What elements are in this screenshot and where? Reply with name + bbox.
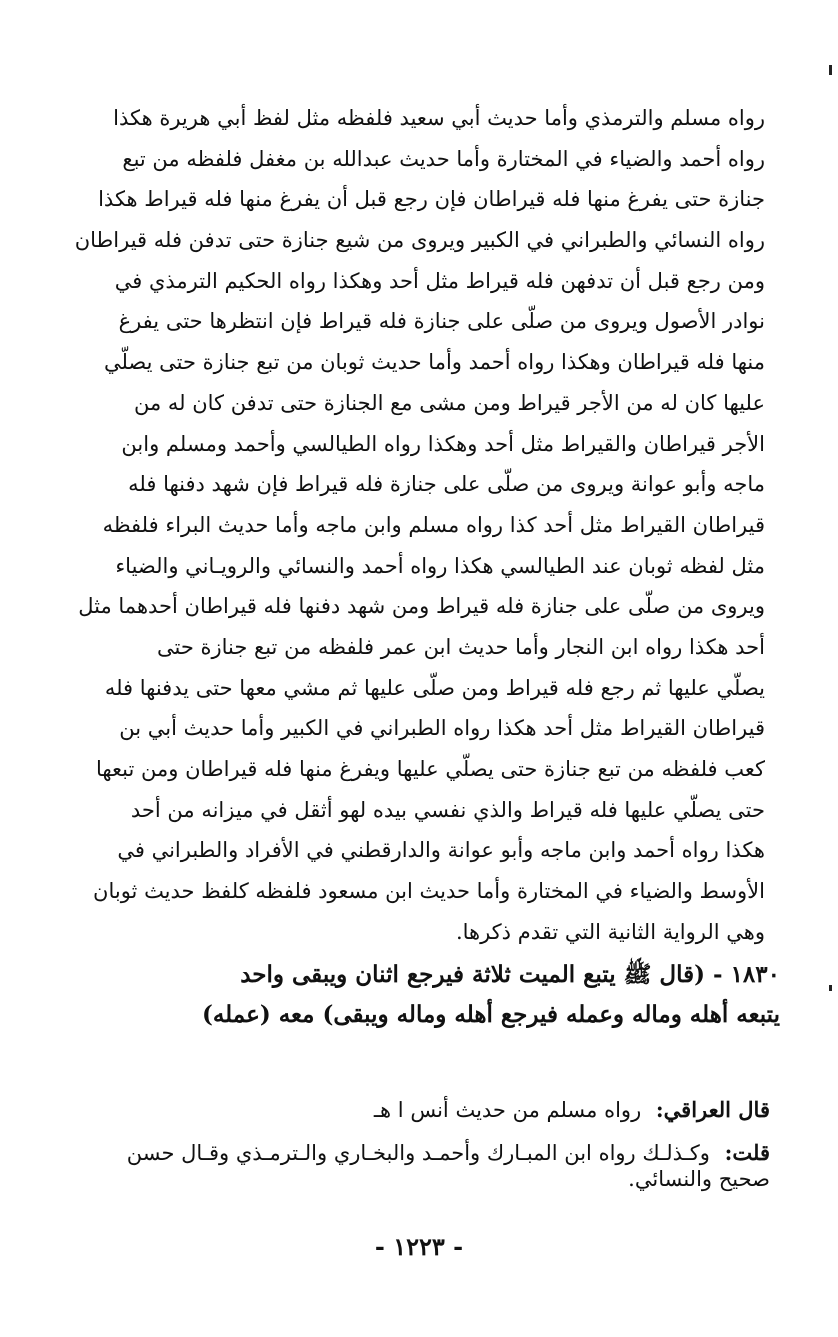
text-line: وهي الرواية الثانية التي تقدم ذكرها. (455, 919, 765, 944)
text-line: الأوسط والضياء في المختارة وأما حديث ابن مسعود فلفظه كلفظ حديث ثوبان (93, 879, 765, 904)
text-line: رواه أحمد والضياء في المختارة وأما حديث عبدالله بن مغفل فلفظه من تبع (122, 146, 765, 171)
text-line: نوادر الأصول ويروى من صلّى على جنازة فله قيراط فإن انتظرها حتى يفرغ (118, 309, 765, 334)
text-line: ويروى من صلّى على جنازة فله قيراط ومن شهد دفنها فله قيراطان أحدهما مثل (78, 594, 765, 619)
iraqi-note (80, 1090, 770, 1130)
text-line: عليها كان له من الأجر قيراط ومن مشى مع الجنازة حتى تدفن كان له من (133, 390, 765, 415)
text-line: قيراطان القيراط مثل أحد كذا رواه مسلم وابن ماجه وأما حديث البراء فلفظه (102, 512, 765, 537)
text-line: حتى يصلّي عليها فله قيراط والذي نفسي بيده لهو أثقل في ميزانه من أحد (130, 797, 765, 822)
text-line: هكذا رواه أحمد وابن ماجه وأبو عوانة والدارقطني في الأفراد والطبراني في (117, 838, 765, 863)
iraqi-text: رواه مسلم من حديث أنس ا هـ (373, 1098, 642, 1122)
text-line: أحد هكذا رواه ابن النجار وأما حديث ابن عمر فلفظه من تبع جنازة حتى (157, 634, 765, 659)
qultu-note (80, 1140, 770, 1191)
text-line: الأجر قيراطان والقيراط مثل أحد وهكذا رواه الطيالسي وأحمد ومسلم وابن (121, 431, 765, 456)
qultu-text-continued: صحيح والنسائي. (628, 1167, 770, 1191)
text-line: منها فله قيراطان وهكذا رواه أحمد وأما حديث ثوبان من تبع جنازة حتى يصلّي (103, 350, 765, 375)
text-line: ومن رجع قبل أن تدفهن فله قيراط مثل أحد وهكذا رواه الحكيم الترمذي في (114, 268, 765, 293)
text-line: كعب فلفظه من تبع جنازة حتى يصلّي عليها ويفرغ منها فله قيراطان ومن تبعها (95, 757, 765, 781)
page-number: - ١٢٢٣ - (374, 1232, 464, 1261)
margin-mark (829, 65, 832, 75)
text-line: يصلّي عليها ثم رجع فله قيراط ومن صلّى عليها ثم مشي معها حتى يدفنها فله (104, 675, 765, 700)
text-line: رواه مسلم والترمذي وأما حديث أبي سعيد فلفظه مثل لفظ أبي هريرة هكذا (113, 106, 765, 130)
text-line: جنازة حتى يفرغ منها فله قيراطان فإن رجع قبل أن يفرغ منها فله قيراط هكذا (98, 187, 765, 212)
qultu-label: قلت: (724, 1140, 770, 1165)
margin-mark (829, 985, 832, 991)
qultu-text: وكـذلـك رواه ابن المبـارك وأحمـد والبخـاري والـترمـذي وقـال حسن (126, 1141, 710, 1165)
text-line: رواه النسائي والطبراني في الكبير ويروى من شيع جنازة حتى تدفن فله قيراطان (74, 228, 765, 253)
iraqi-label: قال العراقي: (655, 1097, 770, 1122)
hadith-line: يتبعه أهله وماله وعمله فيرجع أهله وماله ويبقى) معه (عمله) (201, 1001, 780, 1028)
text-line: قيراطان القيراط مثل أحد هكذا رواه الطبراني في الكبير وأما حديث أبي بن (119, 716, 765, 741)
text-line: مثل لفظه ثوبان عند الطيالسي هكذا رواه أحمد والنسائي والرويـاني والضياء (115, 553, 765, 578)
text-line: ماجه وأبو عوانة ويروى من صلّى على جنازة فله قيراط فإن شهد دفنها فله (128, 472, 765, 497)
hadith-heading (80, 955, 780, 1035)
commentary-paragraph (60, 98, 765, 952)
hadith-line: ١٨٣٠ - (قال ﷺ يتبع الميت ثلاثة فيرجع اثنان ويبقى واحد (240, 961, 780, 988)
